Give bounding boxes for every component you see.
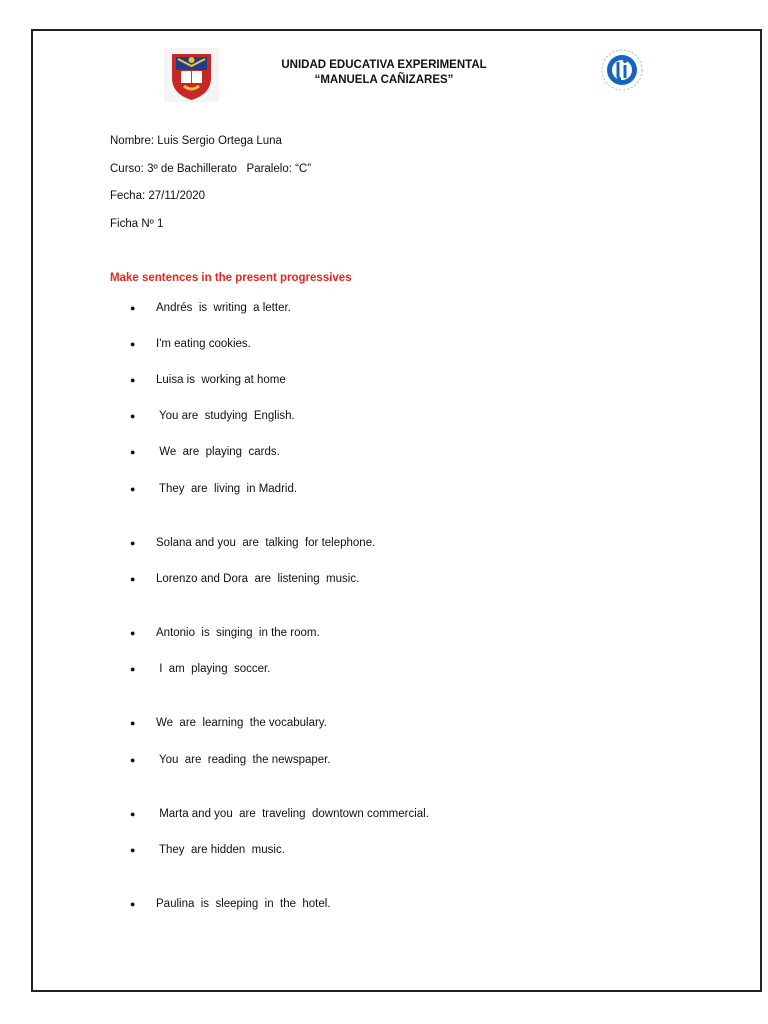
school-name-line1: UNIDAD EDUCATIVA EXPERIMENTAL [281, 59, 487, 71]
bullet-icon: ● [130, 899, 136, 909]
list-item [130, 572, 359, 586]
list-item [130, 626, 320, 640]
list-item [130, 373, 286, 387]
bullet-icon: ● [130, 809, 136, 819]
bullet-icon: ● [130, 664, 136, 674]
bullet-icon: ● [130, 538, 136, 548]
list-item [130, 807, 429, 821]
sentence-text: You are studying English. [156, 410, 295, 422]
sentence-text: I'm eating cookies. [156, 338, 251, 350]
bullet-icon: ● [130, 628, 136, 638]
list-item [130, 662, 270, 676]
sentence-text: You are reading the newspaper. [156, 754, 331, 766]
school-name-line2: “MANUELA CAÑIZARES” [314, 74, 454, 86]
sentence-text: Solana and you are talking for telephone. [156, 537, 376, 549]
course-line: Curso: 3º de Bachillerato Paralelo: “C” [110, 163, 312, 175]
sentence-text: Antonio is singing in the room. [156, 627, 320, 639]
list-item [130, 843, 285, 857]
sentence-text: Luisa is working at home [156, 374, 286, 386]
list-item [130, 753, 331, 767]
sentence-text: We are playing cards. [156, 446, 280, 458]
bullet-icon: ● [130, 303, 136, 313]
list-item [130, 536, 375, 550]
list-item [130, 445, 280, 459]
bullet-icon: ● [130, 375, 136, 385]
date-line: Fecha: 27/11/2020 [110, 190, 206, 202]
sentence-text: I am playing soccer. [156, 663, 271, 675]
section-title: Make sentences in the present progressives [110, 272, 352, 284]
school-crest-icon [164, 48, 219, 102]
sentence-text: We are learning the vocabulary. [156, 717, 327, 729]
student-name: Nombre: Luis Sergio Ortega Luna [110, 135, 282, 147]
list-item [130, 716, 327, 730]
bullet-icon: ● [130, 574, 136, 584]
sentence-text: Andrés is writing a letter. [156, 302, 291, 314]
sentence-text: They are living in Madrid. [156, 483, 298, 495]
list-item [130, 897, 331, 911]
worksheet-number: Ficha Nº 1 [110, 218, 164, 230]
bullet-icon: ● [130, 845, 136, 855]
list-item [130, 301, 291, 315]
bullet-icon: ● [130, 339, 136, 349]
sentence-text: Lorenzo and Dora are listening music. [156, 573, 360, 585]
list-item [130, 337, 251, 351]
list-item [130, 482, 297, 496]
list-item [130, 409, 295, 423]
bullet-icon: ● [130, 718, 136, 728]
institution-seal-icon [600, 48, 644, 92]
bullet-icon: ● [130, 447, 136, 457]
bullet-icon: ● [130, 484, 136, 494]
bullet-icon: ● [130, 411, 136, 421]
bullet-icon: ● [130, 755, 136, 765]
sentence-text: They are hidden music. [156, 844, 285, 856]
school-name-header [234, 58, 534, 88]
sentence-text: Marta and you are traveling downtown commercial. [156, 808, 429, 820]
sentence-text: Paulina is sleeping in the hotel. [156, 898, 331, 910]
